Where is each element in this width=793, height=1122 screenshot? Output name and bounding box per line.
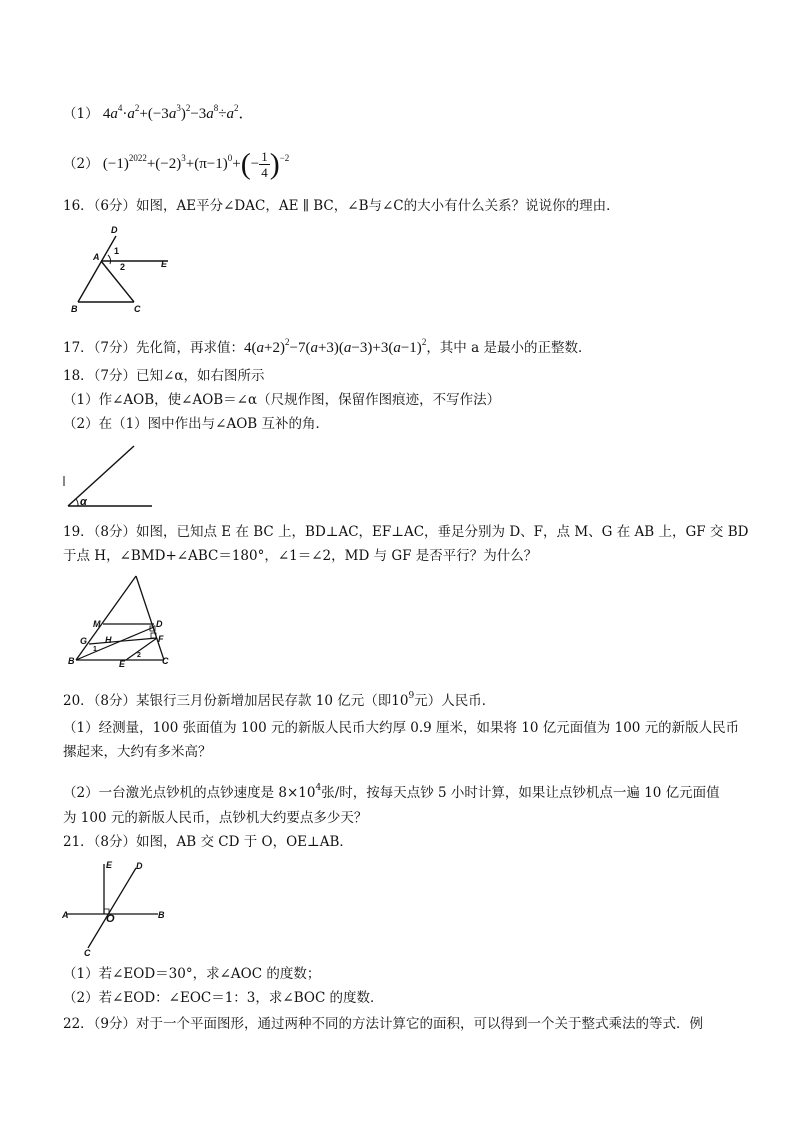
q16-label-1: 1: [114, 246, 120, 256]
q20-line1: 20．（8分）某银行三月份新增加居民存款 10 亿元（即$10^9$元）人民币．: [63, 691, 496, 709]
q20-line3: 摞起来，大约有多米高？: [63, 744, 212, 760]
q21-label-D: D: [136, 861, 143, 871]
q15-part2-expression: $(-1)^{2022}+(-2)^3+(\pi-1)^0+(-$ $\frac{1}{4}$ )$^{-2}$: [102, 147, 290, 181]
q19-label-B: B: [68, 656, 75, 666]
q16-label-E: E: [161, 259, 168, 269]
q16-label-D: D: [111, 225, 118, 235]
q21-line1: 21．（8分）如图，AB 交 CD 于 O，OE⊥AB．: [63, 834, 353, 850]
q19-label-G: G: [80, 636, 88, 646]
q19-figure: [66, 572, 178, 670]
q21-part1: （1）若∠EOD＝30°，求∠AOC 的度数；: [63, 966, 321, 982]
q19-label-D: D: [156, 619, 163, 629]
q17-expression: $4(a+2)^2-7(a+3)(a-3)+3(a-1)^2$: [244, 337, 427, 356]
q16-label-A: A: [93, 252, 100, 262]
q18-line2: （1）作∠AOB，使∠AOB＝∠α（尺规作图，保留作图痕迹，不写作法）: [63, 392, 501, 408]
q19-label-1: 1: [93, 646, 97, 653]
q16-figure: [68, 224, 183, 314]
q21-figure: [60, 856, 172, 960]
q19-line2: 于点 H，∠BMD+∠ABC＝180°，∠1＝∠2，MD 与 GF 是否平行？为什么？: [63, 548, 538, 564]
q19-label-M: M: [93, 619, 101, 629]
q22-line1: 22．（9分）对于一个平面图形，通过两种不同的方法计算它的面积，可以得到一个关于整式乘法的等式．例: [63, 1016, 704, 1032]
q21-label-E: E: [106, 860, 113, 870]
q19-label-2: 2: [137, 652, 141, 659]
q16-label-2: 2: [120, 262, 126, 272]
q21-part2: （2）若∠EOD：∠EOC＝1：3，求∠BOC 的度数．: [63, 990, 384, 1006]
q17-text: 17．（7分）先化简，再求值：$4(a+2)^2-7(a+3)(a-3)+3(a-1)^2$，其中 a 是最小的正整数．: [63, 337, 592, 356]
q18-line1: 18．（7分）已知∠α，如右图所示: [63, 368, 265, 384]
q21-label-B: B: [158, 910, 165, 920]
q19-label-C: C: [162, 656, 169, 666]
q21-label-O: O: [106, 913, 115, 925]
q15-part1-expression: $4a^4\cdot a^2+(-3a^3)^2-3a^8\div a^2$．: [102, 103, 254, 122]
q19-label-F: F: [158, 634, 164, 644]
q18-angle-figure: [62, 440, 157, 512]
q19-line1: 19．（8分）如图，已知点 E 在 BC 上，BD⊥AC，EF⊥AC，垂足分别为 D、F，点 M、G 在 AB 上，GF 交 BD: [63, 524, 749, 540]
q16-label-C: C: [134, 304, 141, 314]
q18-label-alpha: α: [80, 496, 87, 508]
q20-line4: （2）一台激光点钞机的点钞速度是 $8\times 10^4$张/时，按每天点钞 5 小时计算，如果让点钞机点一遍 10 亿元面值: [63, 783, 720, 801]
q19-label-E: E: [119, 659, 126, 669]
q18-line3: （2）在（1）图中作出与∠AOB 互补的角．: [63, 416, 330, 432]
q15-part2: （2） $(-1)^{2022}+(-2)^3+(\pi-1)^0+(-$ $\frac{1}{4}$ )$^{-2}$: [63, 147, 290, 181]
q21-label-C: C: [84, 948, 91, 958]
q20-line5: 为 100 元的新版人民币，点钞机大约要点多少天？: [63, 810, 368, 826]
q15-part1: （1） $4a^4\cdot a^2+(-3a^3)^2-3a^8\div a^2$．: [63, 103, 254, 122]
q16-label-B: B: [71, 304, 78, 314]
q16-text: 16．（6分）如图，AE平分∠DAC，AE ∥ BC，∠B与∠C的大小有什么关系？说说你的理由．: [63, 198, 620, 214]
q20-line2: （1）经测量，100 张面值为 100 元的新版人民币大约厚 0.9 厘米，如果将 10 亿元面值为 100 元的新版人民币: [63, 720, 740, 736]
q21-label-A: A: [62, 910, 69, 920]
q19-label-H: H: [105, 635, 112, 645]
